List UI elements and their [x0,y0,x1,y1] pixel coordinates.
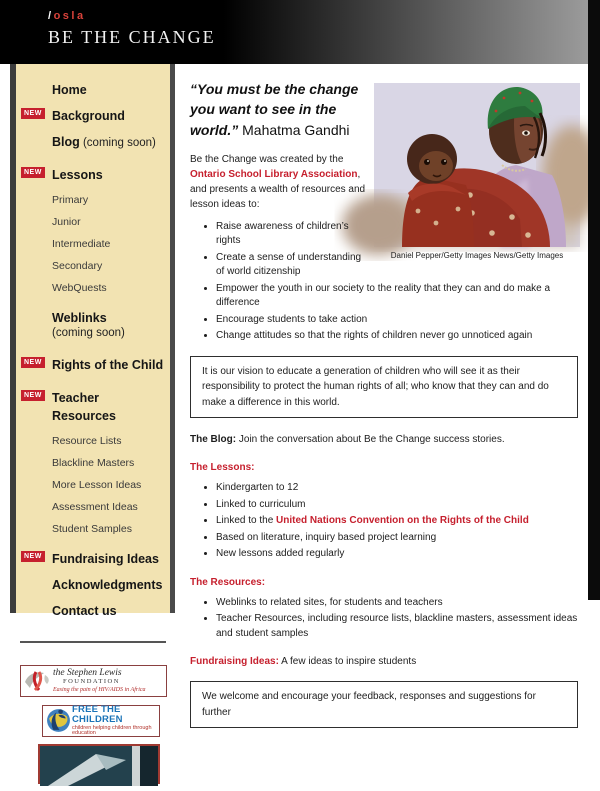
new-badge: NEW [21,551,45,562]
sidebar-item-suffix: (coming soon) [79,137,156,149]
sidebar-item-label: Intermediate [52,238,111,250]
girl-with-baby-photo [374,83,580,247]
stephen-lewis-foundation-logo[interactable] [20,665,167,697]
free-the-children-text [72,705,157,737]
sidebar-item-student-samples[interactable] [16,517,170,539]
sidebar-item-label: WebQuests [52,282,107,294]
site-header [0,0,588,64]
stephen-lewis-foundation-word: FOUNDATION [63,678,120,686]
sidebar-nav [10,64,175,737]
photo-block [374,83,580,260]
new-badge: NEW [21,167,45,178]
sidebar-item-weblinks[interactable] [16,305,170,345]
sidebar-item-label: More Lesson Ideas [52,478,142,491]
sidebar-item-acknowledgments[interactable] [16,572,170,598]
sidebar-item-resource-lists[interactable] [16,429,170,451]
lesson-item: • New lessons added regularly [216,547,580,562]
stephen-lewis-name: the Stephen Lewis [53,667,122,678]
new-badge: NEW [21,357,45,368]
goal-item: • Raise awareness of children’s rights [216,220,580,249]
sidebar-item-webquests[interactable] [16,276,170,298]
intro-post-text: , and presents a wealth of resources and lesson ideas to: [190,168,366,210]
sidebar-item-home[interactable] [16,77,170,103]
un-convention-link[interactable]: United Nations Convention on the Rights of the Child [276,515,529,527]
sidebar-item-junior[interactable] [16,210,170,232]
sidebar-item-secondary[interactable] [16,254,170,276]
sidebar-item-label: Secondary [52,260,103,272]
sidebar-item-more-lesson-ideas[interactable] [16,473,170,495]
osla-logo-slash: / [48,10,54,22]
sidebar-item-label: Weblinks [52,311,107,325]
new-badge: NEW [21,108,45,119]
osla-logo-text: osla [53,10,86,22]
free-the-children-tagline: children helping children through education [72,724,152,737]
fundraising-label: Fundraising Ideas: [190,656,279,668]
blog-label: The Blog: [190,434,237,446]
lesson-item: • Kindergarten to 12 [216,481,580,496]
resources-list [190,596,580,642]
blog-line [190,432,580,447]
quote-author: Mahatma Gandhi [238,121,350,138]
right-black-bar [588,0,600,600]
sidebar-item-fundraising-ideas[interactable] [16,546,170,572]
sidebar-item-background[interactable] [16,103,170,129]
lesson-item-pre: Linked to the [216,515,277,527]
goal-item: • Encourage students to take action [216,313,580,328]
sidebar-item-rights-of-the-child[interactable] [16,352,170,378]
fundraising-text: A few ideas to inspire students [278,656,417,668]
lessons-heading: The Lessons: [190,462,255,474]
sidebar-item-teacher-resources[interactable] [16,385,170,429]
main-content [175,64,588,718]
fundraising-line [190,654,580,669]
blog-text: Join the conversation about Be the Change success stories. [236,434,505,446]
vision-box: It is our vision to educate a generation of children who will see it as their responsibility to protect the human rights of all; who know that they can and do make a difference in this world. [190,356,578,419]
goal-item: • Empower the youth in our society to the reality that they can and do make a difference [216,282,580,311]
sidebar-item-label: Rights of the Child [52,357,164,372]
site-title[interactable]: BE THE CHANGE [48,27,216,47]
lesson-item: • Linked to curriculum [216,498,580,513]
sidebar-item-primary[interactable] [16,188,170,210]
goal-item: • Create a sense of understanding of world citizenship [216,251,580,280]
new-badge: NEW [21,390,45,401]
sidebar-item-label: Teacher Resources [52,390,116,423]
sidebar-item-label: Home [52,83,87,97]
sidebar-item-label: Assessment Ideas [52,500,138,513]
osla-link[interactable]: Ontario School Library Association [190,168,358,180]
girl-with-baby-illustration [374,83,580,247]
sidebar-bottom-photo[interactable] [38,744,160,784]
lesson-item [216,514,580,529]
sidebar-item-label: Blackline Masters [52,456,135,469]
goal-item: • Change attitudes so that the rights of children never go unnoticed again [216,329,580,344]
sidebar-item-label: Background [52,109,125,123]
sidebar-item-suffix: (coming soon) [52,327,125,339]
free-the-children-title: FREE THE CHILDREN [72,704,123,725]
resources-heading: The Resources: [190,576,266,588]
sidebar-item-label: Fundraising Ideas [52,551,159,566]
feedback-box: We welcome and encourage your feedback, responses and suggestions for further [190,681,578,728]
resource-item: • Weblinks to related sites, for students and teachers [216,596,580,611]
sidebar-item-label: Blog [52,135,80,149]
photo-caption: Daniel Pepper/Getty Images News/Getty Images [390,251,564,260]
sidebar-item-label: Resource Lists [52,434,122,447]
sidebar-item-assessment-ideas[interactable] [16,495,170,517]
sidebar-item-label: Student Samples [52,522,132,535]
sidebar-item-label: Primary [52,194,89,206]
stephen-lewis-tagline: Easing the pain of HIV/AIDS in Africa [53,686,146,693]
osla-logo[interactable] [48,11,588,22]
quote-text: “You must be the change you want to see in the world.” [190,81,359,138]
sidebar-item-contact-us[interactable] [16,598,170,624]
bottom-photo-image [40,746,158,786]
sidebar-item-label: Acknowledgments [52,577,163,592]
sidebar-item-label: Contact us [52,603,117,618]
sidebar-item-lessons[interactable] [16,162,170,188]
sidebar-item-label: Lessons [52,168,103,182]
sidebar-item-label: Junior [52,216,81,228]
aids-ribbon-icon [23,668,53,694]
lesson-item: • Based on literature, inquiry based project learning [216,531,580,546]
sidebar-item-intermediate[interactable] [16,232,170,254]
sidebar-item-blackline-masters[interactable] [16,451,170,473]
stephen-lewis-text [53,669,146,693]
globe-children-icon [45,707,72,734]
resource-item: • Teacher Resources, including resource lists, blackline masters, assessment ideas and student samples [216,612,580,641]
lessons-list [190,481,580,562]
sidebar-item-blog[interactable] [16,129,170,155]
free-the-children-logo[interactable] [42,705,160,737]
intro-pre-text: Be the Change was created by the [190,153,344,165]
sidebar-divider [20,641,166,643]
